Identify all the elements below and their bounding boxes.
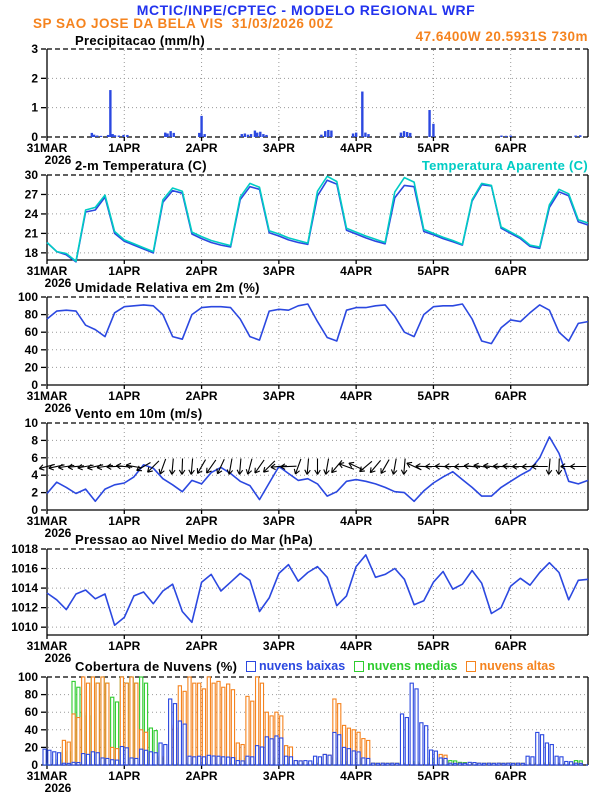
cloud-bar-blue [420,723,423,765]
y-tick-label: 4 [31,468,38,483]
cloud-bar-orange [207,677,210,765]
mid-clouds-swatch-icon [354,661,364,672]
cloud-bar-orange [86,683,89,765]
precip-bar [173,133,175,137]
precip-bar [432,124,434,137]
precip-bar [250,134,252,137]
x-tick-label: 4APR [340,514,373,528]
y-tick-label: 0 [31,130,38,144]
x-tick-label: 2APR [185,264,218,278]
x-year-label: 2026 [44,276,72,290]
y-tick-label: 100 [17,670,38,684]
precip-bar [91,133,93,137]
cloud-bar-blue [265,737,268,765]
y-tick-label: 6 [31,450,38,465]
cloud-bar-orange [231,690,234,765]
cloud-bar-blue [400,714,403,765]
low-clouds-swatch-icon [246,661,256,672]
x-tick-label: 3APR [262,769,295,783]
cloud-bar-blue [299,761,302,765]
precip-bar [500,136,502,137]
precip-bar [364,133,366,137]
cloud-bar-blue [333,732,336,765]
precip-bar [262,134,264,137]
x-year-label: 2026 [44,781,72,792]
precip-bar [579,135,581,137]
y-tick-label: 18 [24,245,38,260]
cloud-bar-orange [101,677,104,765]
panel-title-wind: Vento em 10m (m/s) [75,406,203,421]
y-tick-label: 100 [17,290,38,304]
cloud-bar-blue [130,758,133,765]
precip-bar [100,136,102,137]
wind-arrow-icon [323,458,331,475]
cloud-bar-blue [550,745,553,765]
precip-bar [403,131,405,137]
cloud-bar-blue [323,754,326,765]
cloud-bar-orange [77,718,80,765]
cloud-bar-blue [159,743,162,765]
cloud-bar-blue [96,753,99,765]
y-tick-label: 8 [31,433,38,448]
cloud-bar-blue [256,746,259,765]
cloud-bar-blue [526,756,529,765]
wind-arrow-icon [158,458,169,475]
precip-bar [107,135,109,137]
cloud-bar-blue [111,760,114,765]
cloud-bar-blue [304,761,307,765]
precip-bar [330,131,332,137]
cloud-bar-blue [188,756,191,765]
cloud-bar-orange [217,681,220,765]
panel-title-humidity: Umidade Relativa em 2m (%) [75,280,260,295]
x-tick-label: 5APR [417,141,450,155]
cloud-bar-orange [106,683,109,765]
precip-bar [510,136,512,137]
x-tick-label: 5APR [417,769,450,783]
y-tick-label: 80 [24,687,38,702]
cloud-bar-blue [120,747,123,765]
precip-bar [265,135,267,137]
cloud-bar-blue [545,743,548,765]
precip-bar [254,131,256,137]
cloud-bar-blue [140,749,143,765]
y-tick-label: 24 [24,206,38,221]
cloud-bar-blue [222,757,225,765]
cloud-bar-blue [270,739,273,765]
wind-arrow-icon [330,459,345,475]
x-tick-label: 3APR [262,141,295,155]
cloud-bar-blue [173,704,176,765]
cloud-bar-orange [251,701,254,765]
cloud-bar-blue [410,683,413,765]
y-tick-label: 30 [24,168,38,182]
precip-bar [361,92,363,137]
precip-bar [428,110,430,137]
x-year-label: 2026 [44,401,72,415]
cloud-bar-blue [251,757,254,765]
cloud-bar-blue [357,752,360,765]
y-tick-label: 80 [24,307,38,322]
y-tick-label: 27 [24,187,38,202]
cloud-bar-blue [57,753,60,765]
precip-bar [111,134,113,137]
precip-bar [203,134,205,137]
cloud-bar-blue [309,761,312,765]
legend-item-mid-clouds [354,659,457,673]
cloud-bar-blue [183,724,186,765]
precip-bar [259,132,261,137]
cloud-bar-blue [289,757,292,765]
panel-4 [11,542,588,665]
legend-label-low-clouds: nuvens baixas [259,659,346,673]
cloud-bar-blue [164,745,167,765]
panel-1 [25,168,588,290]
precip-bar [109,90,111,137]
series-line-cyan [47,176,588,261]
x-tick-label: 5APR [417,639,450,653]
cloud-legend [246,659,555,673]
cloud-bar-blue [314,756,317,765]
cloud-bar-blue [260,747,263,765]
x-tick-label: 1APR [108,141,141,155]
y-tick-label: 40 [24,342,38,357]
precip-bar [169,131,171,137]
wind-arrow-icon [315,459,321,475]
cloud-bar-orange [72,714,75,765]
x-year-label: 2026 [44,153,72,167]
precip-bar [126,135,128,137]
y-tick-label: 0 [31,378,38,392]
cloud-bar-blue [531,757,534,765]
x-year-label: 2026 [44,651,72,665]
wind-arrow-icon [280,463,296,469]
panel-title-pressure: Pressao ao Nivel Medio do Mar (hPa) [75,532,314,547]
precip-bar [200,116,202,137]
panel-2 [18,290,588,415]
cloud-bar-orange [227,684,230,765]
model-title: MCTIC/INPE/CPTEC - MODELO REGIONAL WRF [136,2,476,18]
wind-arrow-icon [391,458,399,475]
cloud-bar-blue [328,755,331,765]
precip-bar [241,134,243,137]
y-tick-label: 10 [24,416,38,430]
precip-bar [93,135,95,137]
y-tick-label: 0 [31,503,38,517]
cloud-bar-blue [212,756,215,765]
x-tick-label: 6APR [494,769,527,783]
wind-arrow-icon [304,458,311,474]
x-tick-label: 2APR [185,141,218,155]
cloud-bar-orange [188,677,191,765]
cloud-bar-blue [101,758,104,765]
cloud-bar-blue [434,751,437,765]
cloud-bar-blue [439,758,442,765]
cloud-bar-blue [154,753,157,765]
precip-bar [164,133,166,137]
x-tick-label: 6APR [494,264,527,278]
legend-item-high-clouds [466,659,555,673]
series-line-blue [47,555,588,625]
cloud-bar-blue [207,755,210,765]
x-tick-label: 2APR [185,514,218,528]
x-tick-label: 6APR [494,141,527,155]
cloud-bar-orange [212,683,215,765]
precip-bar [505,136,507,137]
cloud-bar-orange [135,683,138,765]
cloud-bar-blue [415,689,418,765]
cloud-bar-blue [231,758,234,765]
cloud-bar-blue [275,736,278,765]
precip-bar [122,135,124,137]
wind-arrow-icon [237,458,244,474]
x-tick-label: 6APR [494,639,527,653]
cloud-bar-blue [241,761,244,765]
cloud-bar-blue [236,761,239,765]
cloud-bar-blue [53,752,56,765]
precip-bar [244,133,246,137]
precip-bar [352,133,354,137]
cloud-bar-blue [425,726,428,765]
cloud-bar-blue [86,754,89,765]
cloud-bar-blue [202,757,205,765]
precip-bar [367,134,369,137]
y-tick-label: 1018 [11,542,38,556]
panel-3 [25,416,588,540]
y-tick-label: 1014 [11,581,38,596]
cloud-bar-blue [478,763,481,765]
y-tick-label: 0 [31,758,38,772]
cloud-bar-blue [91,752,94,765]
cloud-bar-blue [246,756,249,765]
x-tick-label: 3APR [262,389,295,403]
precip-bar [406,132,408,137]
panel-title-precipitation: Precipitacao (mm/h) [75,33,205,48]
wind-arrow-icon [348,461,365,473]
x-tick-label: 3APR [262,514,295,528]
wind-arrow-icon [245,458,255,475]
x-tick-label: 31MAR [26,514,68,528]
x-tick-label: 4APR [340,769,373,783]
legend-label-mid-clouds: nuvens medias [367,659,458,673]
x-tick-label: 4APR [340,639,373,653]
apparent-temperature-label: Temperatura Aparente (C) [421,158,588,173]
cloud-bar-blue [362,758,365,765]
precip-bar [574,136,576,137]
x-tick-label: 5APR [417,389,450,403]
cloud-bar-blue [367,758,370,765]
cloud-bar-blue [193,757,196,765]
x-tick-label: 2APR [185,769,218,783]
precip-bar [324,131,326,137]
cloud-bar-blue [72,762,75,765]
precip-bar [400,133,402,137]
wind-arrow-icon [169,458,176,474]
cloud-bar-blue [342,747,345,765]
panel-title-clouds: Cobertura de Nuvens (%) [75,659,238,674]
cloud-bar-blue [48,750,51,765]
cloud-bar-orange [130,677,133,765]
precip-bar [320,135,322,137]
wind-arrow-icon [532,464,548,470]
x-tick-label: 5APR [417,264,450,278]
legend-label-high-clouds: nuvens altas [479,659,556,673]
x-tick-label: 4APR [340,389,373,403]
x-tick-label: 4APR [340,141,373,155]
station-coordinates: 47.6400W 20.5931S 730m [415,29,588,44]
x-tick-label: 1APR [108,389,141,403]
y-tick-label: 20 [24,360,38,375]
cloud-bar-blue [352,751,355,765]
y-tick-label: 1010 [11,620,38,635]
y-tick-label: 60 [24,705,38,720]
wind-arrow-icon [401,458,408,474]
cloud-bar-blue [125,748,128,765]
x-tick-label: 1APR [108,514,141,528]
cloud-bar-blue [536,732,539,765]
cloud-bar-orange [67,742,70,765]
y-tick-label: 3 [31,42,38,56]
cloud-bar-blue [347,749,350,765]
cloud-bar-blue [106,758,109,765]
wind-arrow-icon [215,458,227,475]
cloud-bar-blue [555,756,558,765]
y-tick-label: 60 [24,325,38,340]
cloud-bar-orange [246,696,249,765]
cloud-bar-blue [318,757,321,765]
precip-bar [247,135,249,137]
y-tick-label: 20 [24,740,38,755]
x-year-label: 2026 [44,526,72,540]
x-tick-label: 31MAR [26,389,68,403]
x-tick-label: 31MAR [26,264,68,278]
cloud-bar-blue [405,718,408,765]
panel-0 [27,42,588,167]
y-tick-label: 1016 [11,561,38,576]
x-tick-label: 6APR [494,514,527,528]
x-tick-label: 31MAR [26,141,68,155]
x-tick-label: 2APR [185,639,218,653]
x-tick-label: 1APR [108,264,141,278]
y-tick-label: 21 [24,226,38,241]
wind-arrow-icon [179,458,185,474]
precip-bar [114,135,116,137]
cloud-bar-blue [338,735,341,765]
y-tick-label: 1 [31,100,38,115]
cloud-bar-blue [198,756,201,765]
series-line-blue [47,304,588,344]
cloud-bar-orange [193,683,196,765]
cloud-bar-blue [444,758,447,765]
x-tick-label: 5APR [417,514,450,528]
cloud-bar-blue [169,699,172,765]
panel-title-temperature: 2-m Temperatura (C) [75,158,207,173]
panel-5 [18,670,588,792]
cloud-bar-blue [178,721,181,765]
x-tick-label: 31MAR [26,769,68,783]
cloud-bar-orange [62,740,65,765]
cloud-bar-orange [82,677,85,765]
cloud-bar-blue [280,738,283,765]
wind-arrow-icon [188,458,195,474]
precip-bar [96,136,98,137]
y-tick-label: 1012 [11,600,38,615]
precip-bar [256,133,258,137]
cloud-bar-orange [198,683,201,765]
cloud-bar-blue [294,761,297,765]
x-tick-label: 3APR [262,639,295,653]
cloud-bar-blue [540,735,543,765]
cloud-bar-blue [227,757,230,765]
precip-bar [355,133,357,137]
x-tick-label: 1APR [108,769,141,783]
legend-item-low-clouds [246,659,345,673]
y-tick-label: 2 [31,485,38,500]
cloud-bar-blue [43,749,46,765]
cloud-bar-blue [149,752,152,765]
x-tick-label: 1APR [108,639,141,653]
y-tick-label: 40 [24,722,38,737]
precip-bar [118,136,120,137]
cloud-bar-blue [492,763,495,765]
precip-bar [166,133,168,137]
cloud-bar-blue [82,754,85,765]
cloud-bar-orange [202,689,205,765]
cloud-bar-blue [560,757,563,765]
cloud-bar-blue [429,750,432,765]
wind-arrow-icon [570,464,586,470]
cloud-bar-blue [115,760,118,765]
y-tick-label: 2 [31,71,38,86]
x-tick-label: 3APR [262,264,295,278]
cloud-bar-orange [222,687,225,765]
high-clouds-swatch-icon [466,661,476,672]
cloud-bar-blue [135,758,138,765]
x-tick-label: 31MAR [26,639,68,653]
cloud-bar-blue [144,750,147,765]
precip-bar [198,133,200,137]
cloud-bar-blue [285,756,288,765]
precip-bar [409,133,411,137]
x-tick-label: 6APR [494,389,527,403]
precip-bar [327,130,329,137]
cloud-bar-blue [217,756,220,765]
x-tick-label: 2APR [185,389,218,403]
x-tick-label: 4APR [340,264,373,278]
station-run-label: SP SAO JOSE DA BELA VIS 31/03/2026 00Z [33,16,334,31]
